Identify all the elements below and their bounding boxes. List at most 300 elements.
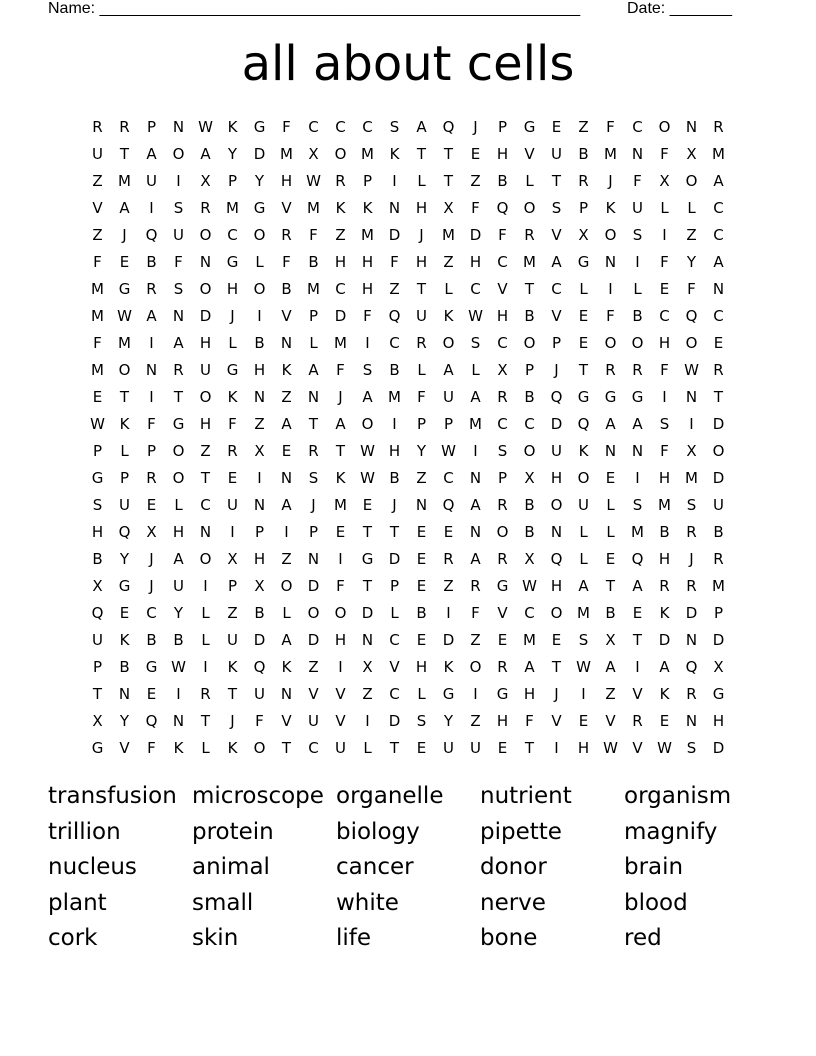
grid-letter: M <box>712 577 725 595</box>
grid-letter: E <box>605 469 616 487</box>
grid-letter: F <box>660 145 669 163</box>
grid-letter: S <box>497 442 508 460</box>
grid-letter: N <box>712 280 725 298</box>
grid-letter: M <box>523 631 536 649</box>
grid-letter: K <box>335 469 346 487</box>
grid-letter: H <box>91 523 104 541</box>
word-list-item: organism <box>624 783 732 809</box>
grid-letter: P <box>713 604 724 622</box>
grid-letter: O <box>631 334 644 352</box>
grid-letter: W <box>657 739 672 757</box>
grid-letter: Z <box>335 226 346 244</box>
grid-letter: H <box>334 631 347 649</box>
grid-letter: G <box>118 280 131 298</box>
grid-letter: A <box>362 388 373 406</box>
grid-letter: H <box>658 550 671 568</box>
grid-letter: C <box>227 226 238 244</box>
grid-letter: O <box>172 442 185 460</box>
grid-letter: E <box>443 523 454 541</box>
grid-letter: F <box>687 280 696 298</box>
grid-letter: L <box>174 496 183 514</box>
grid-letter: R <box>713 550 724 568</box>
grid-letter: T <box>362 523 373 541</box>
grid-letter: S <box>659 415 670 433</box>
grid-letter: L <box>606 523 615 541</box>
grid-letter: I <box>635 658 640 676</box>
grid-letter: T <box>524 280 535 298</box>
grid-letter: J <box>230 307 235 325</box>
grid-letter: V <box>119 739 130 757</box>
grid-letter: N <box>280 685 293 703</box>
word-list-item: blood <box>624 889 688 916</box>
grid-letter: B <box>605 604 616 622</box>
grid-letter: S <box>173 280 184 298</box>
grid-letter: T <box>335 442 346 460</box>
grid-letter: L <box>579 523 588 541</box>
grid-letter: N <box>604 442 617 460</box>
grid-letter: K <box>227 118 238 136</box>
grid-letter: W <box>117 307 132 325</box>
word-list <box>48 780 768 958</box>
grid-letter: C <box>389 334 400 352</box>
grid-letter: I <box>446 604 451 622</box>
grid-letter: G <box>577 388 590 406</box>
grid-letter: L <box>606 496 615 514</box>
grid-letter: U <box>173 226 184 244</box>
grid-letter: U <box>92 631 103 649</box>
grid-letter: L <box>201 604 210 622</box>
grid-letter: J <box>311 496 316 514</box>
grid-letter: H <box>415 253 428 271</box>
grid-letter: Q <box>118 523 131 541</box>
grid-row <box>84 627 732 654</box>
grid-letter: J <box>149 577 154 595</box>
grid-letter: N <box>631 145 644 163</box>
grid-letter: I <box>203 658 208 676</box>
grid-letter: U <box>416 307 427 325</box>
grid-letter: R <box>92 118 103 136</box>
grid-letter: S <box>686 739 697 757</box>
grid-letter: X <box>686 145 697 163</box>
grid-letter: G <box>226 361 239 379</box>
grid-letter: L <box>579 550 588 568</box>
grid-letter: K <box>281 361 292 379</box>
grid-letter: E <box>659 712 670 730</box>
grid-letter: X <box>308 145 319 163</box>
grid-letter: E <box>146 496 157 514</box>
grid-letter: U <box>173 577 184 595</box>
grid-letter: S <box>686 496 697 514</box>
grid-letter: Q <box>685 658 698 676</box>
grid-letter: H <box>361 280 374 298</box>
grid-row <box>84 573 732 600</box>
grid-letter: G <box>712 685 725 703</box>
grid-letter: D <box>307 631 320 649</box>
grid-letter: D <box>388 226 401 244</box>
grid-letter: L <box>687 199 696 217</box>
grid-letter: X <box>443 199 454 217</box>
grid-letter: V <box>281 199 292 217</box>
grid-letter: T <box>119 388 130 406</box>
grid-row <box>84 249 732 276</box>
word-list-item: nerve <box>480 889 546 916</box>
grid-letter: S <box>92 496 103 514</box>
grid-letter: N <box>280 334 293 352</box>
grid-letter: N <box>550 523 563 541</box>
grid-letter: F <box>606 118 615 136</box>
grid-letter: B <box>308 253 319 271</box>
word-list-item: bone <box>480 925 538 951</box>
grid-letter: N <box>307 550 320 568</box>
grid-letter: S <box>389 118 400 136</box>
grid-letter: B <box>146 631 157 649</box>
grid-letter: W <box>306 172 321 190</box>
grid-letter: R <box>686 523 697 541</box>
grid-letter: B <box>173 631 184 649</box>
grid-letter: A <box>524 658 535 676</box>
grid-letter: H <box>550 577 563 595</box>
grid-letter: R <box>713 361 724 379</box>
grid-letter: P <box>551 334 562 352</box>
grid-letter: R <box>497 658 508 676</box>
grid-letter: H <box>415 199 428 217</box>
grid-letter: M <box>685 469 698 487</box>
grid-letter: D <box>469 226 482 244</box>
grid-letter: C <box>713 199 724 217</box>
grid-letter: A <box>632 577 643 595</box>
grid-letter: O <box>199 388 212 406</box>
grid-letter: J <box>392 496 397 514</box>
grid-letter: U <box>713 496 724 514</box>
word-list-item: cancer <box>336 854 414 880</box>
grid-letter: I <box>338 658 343 676</box>
grid-letter: L <box>201 631 210 649</box>
grid-letter: I <box>176 172 181 190</box>
grid-letter: H <box>199 415 212 433</box>
grid-letter: I <box>473 685 478 703</box>
grid-letter: U <box>632 199 643 217</box>
grid-letter: I <box>662 226 667 244</box>
grid-letter: C <box>443 469 454 487</box>
grid-letter: O <box>199 280 212 298</box>
grid-letter: R <box>497 496 508 514</box>
grid-letter: C <box>335 118 346 136</box>
word-list-item: small <box>192 889 254 916</box>
grid-letter: P <box>146 442 157 460</box>
grid-letter: V <box>92 199 103 217</box>
grid-letter: T <box>632 631 643 649</box>
grid-letter: E <box>659 280 670 298</box>
grid-letter: D <box>334 307 347 325</box>
grid-letter: F <box>228 415 237 433</box>
grid-row <box>84 384 732 411</box>
grid-letter: C <box>497 253 508 271</box>
grid-letter: G <box>91 739 104 757</box>
grid-letter: M <box>631 523 644 541</box>
grid-letter: D <box>712 739 725 757</box>
grid-letter: H <box>388 442 401 460</box>
grid-letter: R <box>227 442 238 460</box>
grid-letter: C <box>632 118 643 136</box>
grid-letter: Z <box>470 172 481 190</box>
grid-letter: M <box>388 388 401 406</box>
grid-letter: X <box>524 550 535 568</box>
grid-letter: K <box>659 604 670 622</box>
grid-letter: A <box>200 145 211 163</box>
grid-letter: V <box>524 145 535 163</box>
word-list-item: life <box>336 925 372 951</box>
grid-letter: H <box>361 253 374 271</box>
word-list-item: donor <box>480 854 547 880</box>
grid-letter: X <box>362 658 373 676</box>
grid-letter: O <box>307 604 320 622</box>
grid-letter: N <box>172 307 185 325</box>
grid-letter: U <box>335 739 346 757</box>
grid-letter: O <box>253 280 266 298</box>
grid-letter: L <box>417 172 426 190</box>
grid-letter: A <box>659 658 670 676</box>
grid-letter: K <box>659 685 670 703</box>
grid-letter: H <box>712 712 725 730</box>
grid-letter: B <box>389 469 400 487</box>
grid-letter: W <box>522 577 537 595</box>
word-list-item: cork <box>48 925 98 951</box>
grid-letter: I <box>608 280 613 298</box>
grid-letter: B <box>119 658 130 676</box>
grid-letter: Z <box>416 469 427 487</box>
grid-letter: A <box>281 631 292 649</box>
grid-letter: R <box>497 550 508 568</box>
grid-letter: U <box>551 145 562 163</box>
grid-letter: N <box>253 388 266 406</box>
grid-letter: D <box>685 604 698 622</box>
grid-letter: D <box>550 415 563 433</box>
grid-letter: O <box>334 604 347 622</box>
grid-letter: E <box>578 334 589 352</box>
grid-letter: Z <box>389 280 400 298</box>
grid-letter: A <box>470 496 481 514</box>
grid-letter: V <box>497 604 508 622</box>
grid-letter: N <box>604 253 617 271</box>
grid-letter: O <box>253 226 266 244</box>
grid-letter: Z <box>578 118 589 136</box>
grid-letter: I <box>257 469 262 487</box>
grid-letter: E <box>470 145 481 163</box>
grid-letter: R <box>200 199 211 217</box>
grid-row <box>84 654 732 681</box>
word-list-item: white <box>336 889 399 916</box>
grid-letter: F <box>147 415 156 433</box>
grid-letter: R <box>632 712 643 730</box>
word-list-item: skin <box>192 925 239 951</box>
grid-letter: B <box>146 253 157 271</box>
grid-letter: Z <box>443 577 454 595</box>
grid-letter: Q <box>550 388 563 406</box>
grid-letter: U <box>227 631 238 649</box>
grid-letter: G <box>253 199 266 217</box>
grid-letter: R <box>308 442 319 460</box>
grid-letter: A <box>443 361 454 379</box>
grid-letter: M <box>442 226 455 244</box>
grid-letter: I <box>257 307 262 325</box>
header <box>48 0 748 20</box>
grid-letter: A <box>146 145 157 163</box>
grid-letter: Z <box>362 685 373 703</box>
grid-letter: A <box>146 307 157 325</box>
grid-letter: D <box>307 577 320 595</box>
grid-letter: T <box>173 388 184 406</box>
grid-letter: B <box>632 307 643 325</box>
grid-letter: R <box>416 334 427 352</box>
grid-letter: Y <box>119 712 130 730</box>
grid-letter: U <box>254 685 265 703</box>
grid-letter: J <box>689 550 694 568</box>
grid-letter: K <box>362 199 373 217</box>
grid-letter: N <box>685 712 698 730</box>
grid-letter: Y <box>443 712 454 730</box>
grid-letter: F <box>93 253 102 271</box>
grid-letter: Z <box>227 604 238 622</box>
grid-letter: V <box>281 712 292 730</box>
grid-letter: B <box>497 172 508 190</box>
grid-letter: P <box>443 415 454 433</box>
grid-letter: O <box>523 199 536 217</box>
grid-row <box>84 168 732 195</box>
grid-letter: X <box>659 172 670 190</box>
grid-row <box>84 681 732 708</box>
grid-letter: A <box>713 253 724 271</box>
grid-letter: Z <box>470 712 481 730</box>
grid-letter: N <box>118 685 131 703</box>
word-list-item: trillion <box>48 818 121 845</box>
grid-letter: A <box>416 118 427 136</box>
grid-letter: I <box>365 334 370 352</box>
grid-letter: D <box>442 631 455 649</box>
word-list-item: plant <box>48 889 107 916</box>
grid-letter: O <box>469 658 482 676</box>
grid-letter: N <box>253 496 266 514</box>
grid-letter: S <box>308 469 319 487</box>
grid-letter: B <box>389 361 400 379</box>
grid-letter: K <box>173 739 184 757</box>
grid-letter: I <box>338 550 343 568</box>
grid-letter: V <box>281 307 292 325</box>
grid-letter: G <box>631 388 644 406</box>
grid-letter: I <box>635 469 640 487</box>
word-list-item: red <box>624 925 662 951</box>
grid-letter: G <box>442 685 455 703</box>
grid-letter: M <box>658 496 671 514</box>
grid-letter: B <box>281 280 292 298</box>
grid-letter: O <box>712 442 725 460</box>
grid-letter: A <box>173 334 184 352</box>
word-list-item: nutrient <box>480 783 572 809</box>
grid-letter: Q <box>253 658 266 676</box>
grid-letter: C <box>713 226 724 244</box>
grid-letter: G <box>496 577 509 595</box>
grid-letter: D <box>253 631 266 649</box>
grid-row <box>84 465 732 492</box>
grid-letter: B <box>524 388 535 406</box>
grid-letter: Z <box>308 658 319 676</box>
page-title: all about cells <box>241 36 575 92</box>
grid-letter: G <box>496 685 509 703</box>
grid-letter: Y <box>254 172 265 190</box>
grid-letter: F <box>471 604 480 622</box>
grid-letter: E <box>335 523 346 541</box>
date-field-label: Date: _______ <box>627 0 732 17</box>
grid-letter: V <box>632 739 643 757</box>
word-list-item: magnify <box>624 818 718 845</box>
grid-letter: X <box>254 577 265 595</box>
grid-letter: L <box>201 739 210 757</box>
grid-row <box>84 708 732 735</box>
word-list-item: pipette <box>480 818 562 845</box>
grid-letter: N <box>469 469 482 487</box>
grid-letter: X <box>200 172 211 190</box>
grid-letter: J <box>554 361 559 379</box>
grid-letter: D <box>361 604 374 622</box>
grid-letter: W <box>360 442 375 460</box>
grid-letter: D <box>712 631 725 649</box>
grid-letter: S <box>470 334 481 352</box>
grid-letter: T <box>227 685 238 703</box>
grid-letter: O <box>550 496 563 514</box>
grid-letter: C <box>335 280 346 298</box>
grid-letter: K <box>335 199 346 217</box>
grid-letter: K <box>227 388 238 406</box>
grid-letter: A <box>119 199 130 217</box>
grid-letter: C <box>308 118 319 136</box>
grid-letter: I <box>581 685 586 703</box>
grid-letter: Q <box>496 199 509 217</box>
grid-letter: F <box>309 226 318 244</box>
grid-letter: C <box>470 280 481 298</box>
grid-letter: X <box>686 442 697 460</box>
grid-letter: M <box>469 415 482 433</box>
grid-letter: D <box>388 712 401 730</box>
grid-letter: I <box>203 577 208 595</box>
grid-letter: F <box>336 361 345 379</box>
grid-letter: G <box>577 253 590 271</box>
grid-letter: X <box>227 550 238 568</box>
grid-letter: Q <box>145 712 158 730</box>
grid-letter: F <box>174 253 183 271</box>
grid-letter: U <box>578 496 589 514</box>
grid-letter: T <box>524 739 535 757</box>
grid-letter: H <box>523 685 536 703</box>
grid-letter: U <box>200 361 211 379</box>
grid-letter: D <box>658 631 671 649</box>
grid-letter: T <box>416 280 427 298</box>
grid-letter: R <box>605 361 616 379</box>
grid-letter: N <box>361 631 374 649</box>
grid-letter: D <box>253 145 266 163</box>
grid-letter: U <box>119 496 130 514</box>
grid-letter: T <box>551 172 562 190</box>
grid-letter: G <box>172 415 185 433</box>
grid-letter: R <box>632 361 643 379</box>
grid-letter: P <box>119 469 130 487</box>
grid-letter: E <box>362 496 373 514</box>
grid-letter: H <box>469 253 482 271</box>
grid-letter: O <box>658 118 671 136</box>
grid-letter: Z <box>254 415 265 433</box>
grid-letter: Z <box>281 550 292 568</box>
grid-letter: T <box>389 739 400 757</box>
grid-letter: F <box>282 253 291 271</box>
grid-letter: P <box>308 523 319 541</box>
